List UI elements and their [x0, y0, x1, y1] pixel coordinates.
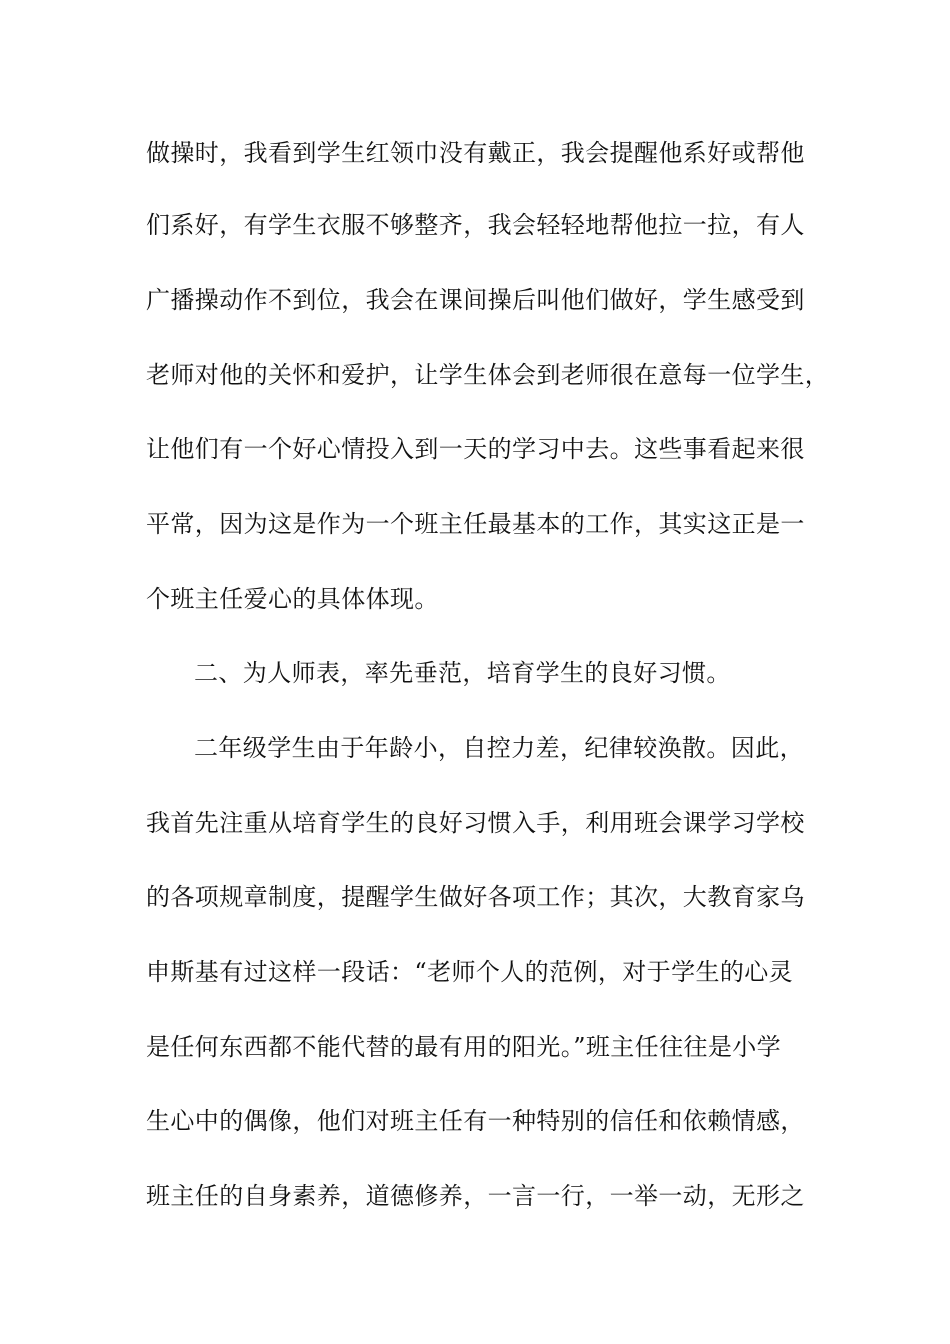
- text-line: 个班主任爱心的具体体现。: [146, 585, 439, 613]
- text-line: 生心中的偶像，他们对班主任有一种特别的信任和依赖情感，: [146, 1107, 805, 1135]
- section-heading: 二、为人师表，率先垂范，培育学生的良好习惯。: [194, 659, 731, 687]
- text-line: 广播操动作不到位，我会在课间操后叫他们做好，学生感受到: [146, 286, 805, 314]
- text-line: 们系好，有学生衣服不够整齐，我会轻轻地帮他拉一拉，有人: [146, 211, 805, 239]
- text-line: 的各项规章制度，提醒学生做好各项工作；其次，大教育家乌: [146, 883, 805, 911]
- text-line: 老师对他的关怀和爱护，让学生体会到老师很在意每一位学生，: [146, 361, 830, 389]
- text-line: 平常，因为这是作为一个班主任最基本的工作，其实这正是一: [146, 510, 805, 538]
- text-line: 我首先注重从培育学生的良好习惯入手，利用班会课学习学校: [146, 809, 805, 837]
- text-line: 做操时，我看到学生红领巾没有戴正，我会提醒他系好或帮他: [146, 139, 805, 167]
- text-line: 班主任的自身素养，道德修养，一言一行，一举一动，无形之: [146, 1182, 805, 1210]
- text-line: 申斯基有过这样一段话：“老师个人的范例，对于学生的心灵: [146, 958, 794, 986]
- text-line: 是任何东西都不能代替的最有用的阳光。”班主任往往是小学: [146, 1033, 782, 1061]
- paragraph-first-line: 二年级学生由于年龄小，自控力差，纪律较涣散。因此，: [194, 734, 804, 762]
- text-line: 让他们有一个好心情投入到一天的学习中去。这些事看起来很: [146, 435, 805, 463]
